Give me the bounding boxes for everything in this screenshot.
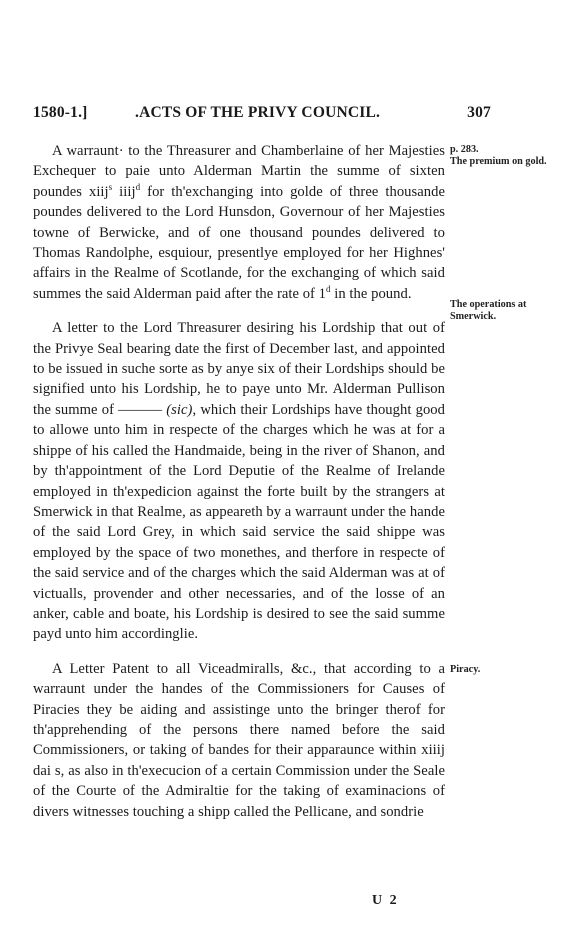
- body-text: [33, 141, 445, 836]
- margin-note-smerwick: The operations at Smerwick.: [450, 299, 527, 322]
- running-head-title: .ACTS OF THE PRIVY COUNCIL.: [135, 104, 381, 121]
- p1-text-d: in the pound.: [330, 285, 412, 302]
- running-head: [33, 104, 491, 126]
- signature-mark: U 2: [372, 893, 399, 908]
- running-head-date: 1580-1.]: [33, 104, 88, 121]
- p1-text-b: iiij: [112, 183, 136, 200]
- margin-note-page-ref: p. 283.: [450, 144, 479, 155]
- p1-sup-d2: d: [326, 283, 331, 294]
- paragraph-exchequer-warrant: [33, 141, 445, 304]
- paragraph-lord-treasurer-letter: [33, 318, 445, 645]
- margin-note-premium-text: The premium on gold.: [450, 156, 547, 167]
- paragraph-letter-patent: A Letter Patent to all Viceadmiralls, &c., that according to a warraunt under the handes of the Commissioners for Causes of Piracies they be aiding and assistinge unto the bringer therof for th'apprehending of the persons there named before the said Commissioners, or taking of bandes for their apparaunce within xiiij dai s, as also in th'execucion of a certain Commission under the Seale of the Courte of the Admiraltie for the taking of examinacions of divers witnesses touching a shipp called the Pellicane, and sondrie: [33, 660, 445, 820]
- p2-text-a: A letter to the Lord Threasurer desiring his Lordship that out of the Privye Seal bearing date the first of December last, and appointed to be issued in suche sorte as by anye six of their Lordships should be signified unto his Lordship, he to paye unto Mr. Alderman Pullison the summe of ———: [33, 320, 445, 418]
- p1-text-c: for th'exchanging into golde of three thousande poundes delivered to the Lord Hunsdon, Governour of her Majesties towne of Berwicke, and of one thousand poundes delivered to Thomas Randolphe, esquiour, presentlye employed for her Highnes' affairs in the Realme of Scotlande, for the exchanging of which said summes the said Alderman paid after the rate of 1: [33, 183, 445, 302]
- p1-sup-d: d: [135, 181, 141, 192]
- p2-text-b: , which their Lordships have thought good to allowe unto him in respecte of the charges which he was at for a shippe of his called the Handmaide, being in the river of Shanon, and by th'appointment of the Lord Deputie of the Realme of Irelande employed in th'expedicion against the forte built by the strangers at Smerwick in that Realme, as appeareth by a warraunt under the hande of the said Lord Grey, in which said service the said shippe was employed by the space of two monethes, and therfore in respecte of the said service and of the charges which the said Alderman was at of victualls, provender and other necessaries, and of the losse of an anker, cable and boate, his Lordship is desired to see the said summe payd unto him accordinglie.: [33, 401, 445, 643]
- p1-sup-s: s: [108, 181, 113, 192]
- page-number: 307: [467, 104, 491, 121]
- margin-note-piracy: Piracy.: [450, 664, 481, 675]
- p1-text-a: A warraunt· to the Threasurer and Chamberlaine of her Majesties Exchequer to paie unto Alderman Martin the summe of sixten poundes xiij: [33, 143, 445, 200]
- p2-sic: (sic): [166, 401, 193, 418]
- margin-note-premium-gold: [450, 144, 550, 168]
